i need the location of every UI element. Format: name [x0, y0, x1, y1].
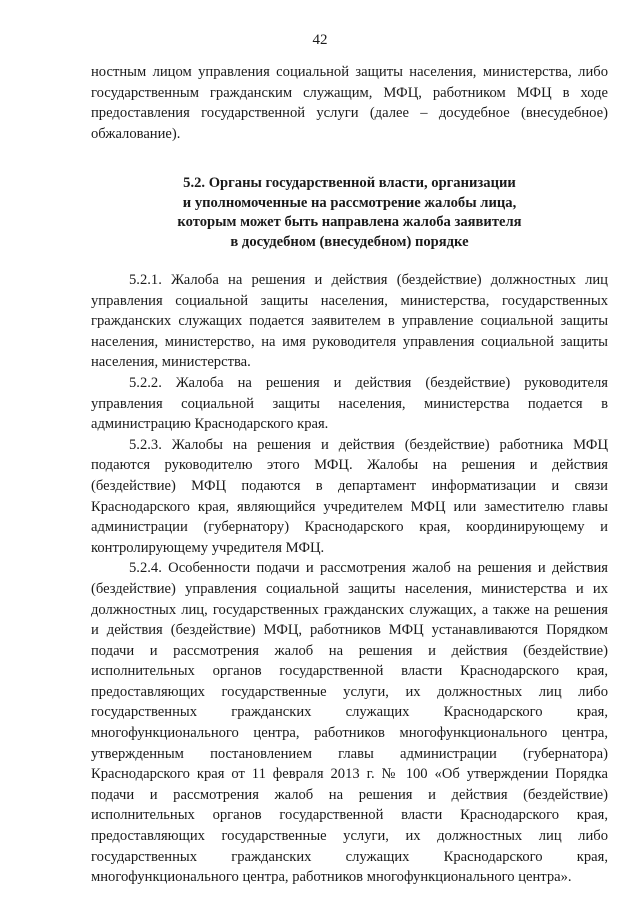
paragraph-5-2-3: 5.2.3. Жалобы на решения и действия (бездействие) работника МФЦ подаются руководителю этого МФЦ. Жалобы на решения и действия (бездействие) МФЦ подаются в департамент информатизации и связи Краснодарского края, являющийся учредителем МФЦ или заместителю главы администрации (губернатору) Краснодарского края, координирующему и контролирующему учредителя МФЦ.	[91, 436, 608, 556]
page-content	[91, 62, 608, 888]
section-heading-line: в досудебном (внесудебном) порядке	[230, 233, 469, 250]
section-heading-line: 5.2. Органы государственной власти, организации	[183, 175, 516, 192]
page-number: 42	[312, 32, 328, 48]
section-heading-line: и уполномоченные на рассмотрение жалобы лица,	[182, 194, 517, 211]
section-heading	[91, 174, 608, 252]
section-heading-line: которым может быть направлена жалоба заявителя	[177, 214, 522, 231]
paragraph-5-2-4: 5.2.4. Особенности подачи и рассмотрения жалоб на решения и действия (бездействие) управления социальной защиты населения, министерства и их должностных лиц, государственных гражданских служащих, а также на решения и действия (бездействие) МФЦ, работников МФЦ устанавливаются Порядком подачи и рассмотрения жалоб на решения и действия (бездействие) исполнительных органов государственной власти Краснодарского края, предоставляющих государственные услуги, их должностных лиц либо государственных гражданских служащих Краснодарского края, многофункционального центра, работников многофункционального центра, утвержденным постановлением главы администрации (губернатора) Краснодарского края от 11 февраля 2013 г. № 100 «Об утверждении Порядка подачи и рассмотрения жалоб на решения и действия (бездействие) исполнительных органов государственной власти Краснодарского края, предоставляющих государственные услуги, их должностных лиц либо государственных гражданских служащих Краснодарского края, многофункционального центра, работников многофункционального центра».	[91, 560, 608, 886]
paragraph-5-2-1: 5.2.1. Жалоба на решения и действия (бездействие) должностных лиц управления социальной защиты населения, министерства, государственных гражданских служащих подается заявителем в управление социальной защиты населения, министерство, на имя руководителя управления социальной защиты населения, министерства.	[91, 272, 608, 371]
intro-paragraph: ностным лицом управления социальной защиты населения, министерства, либо государственным гражданским служащим, МФЦ, работником МФЦ в ходе предоставления государственной услуги (далее – досудебное (внесудебное) обжалование).	[91, 64, 608, 142]
paragraph-5-2-2: 5.2.2. Жалоба на решения и действия (бездействие) руководителя управления социальной защиты населения, министерства подается в администрацию Краснодарского края.	[91, 374, 608, 433]
